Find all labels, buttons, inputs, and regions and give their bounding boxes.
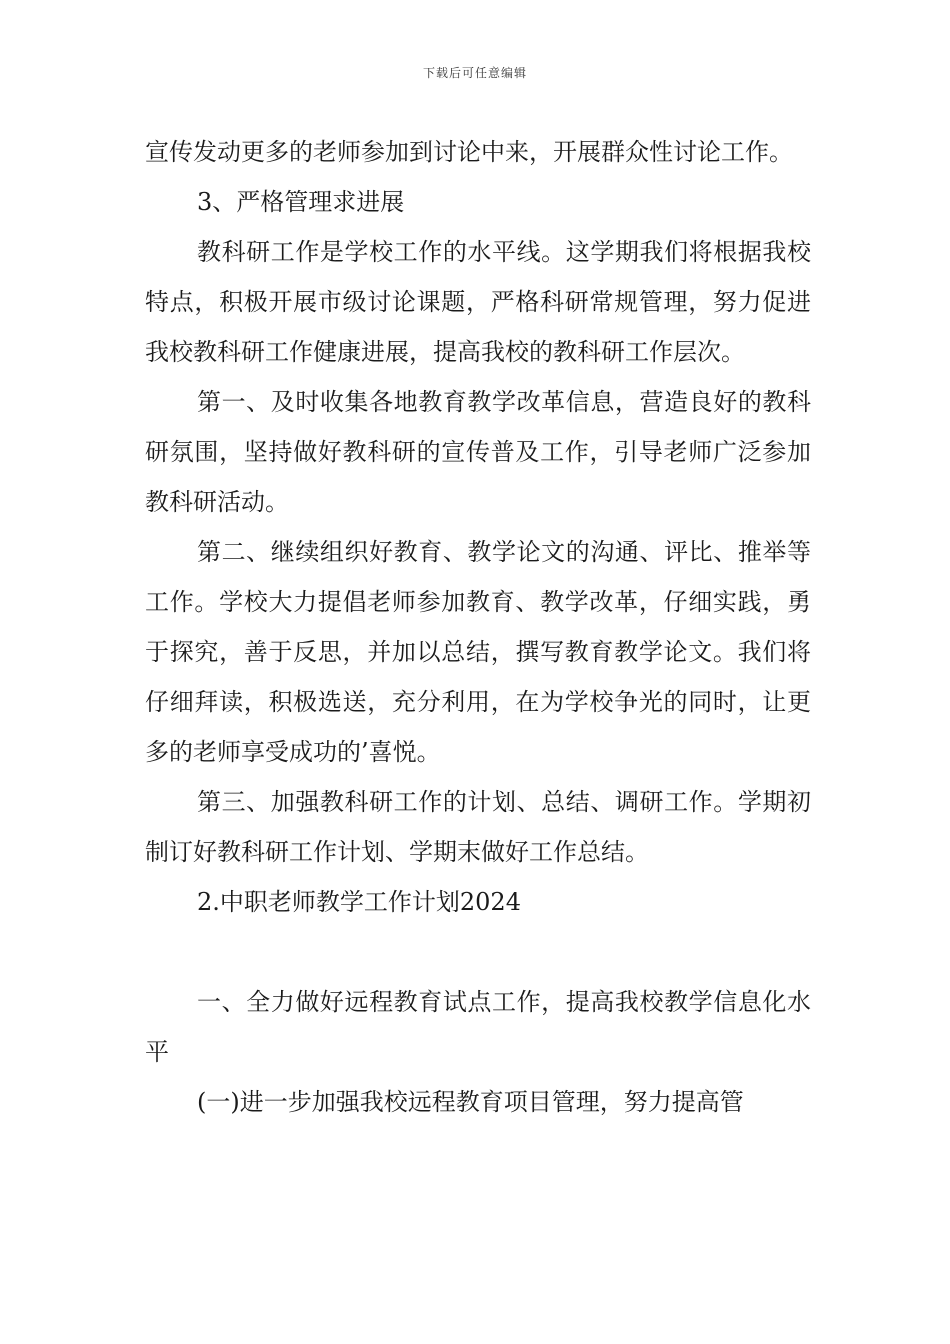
page-header: 下载后可任意编辑 <box>422 66 527 80</box>
section-title: 2.中职老师教学工作计划2024 <box>197 888 521 916</box>
paragraph: 第三、加强教科研工作的计划、总结、调研工作。学期初制订好教科研工作计划、学期末做好工作总结。 <box>145 788 811 866</box>
section-heading: 3、严格管理求进展 <box>197 188 405 216</box>
paragraph: 教科研工作是学校工作的水平线。这学期我们将根据我校特点，积极开展市级讨论课题，严格科研常规管理，努力促进我校教科研工作健康进展，提高我校的教科研工作层次。 <box>145 238 811 366</box>
blank-line <box>145 927 811 977</box>
section-heading: 一、全力做好远程教育试点工作，提高我校教学信息化水平 <box>145 988 811 1066</box>
paragraph-continuation: 宣传发动更多的老师参加到讨论中来，开展群众性讨论工作。 <box>145 138 793 166</box>
paragraph: 第一、及时收集各地教育教学改革信息，营造良好的教科研氛围，坚持做好教科研的宣传普及工作，引导老师广泛参加教科研活动。 <box>145 388 811 516</box>
paragraph: (一)进一步加强我校远程教育项目管理，努力提高管 <box>197 1088 744 1116</box>
paragraph: 第二、继续组织好教育、教学论文的沟通、评比、推举等工作。学校大力提倡老师参加教育、教学改革，仔细实践，勇于探究，善于反思，并加以总结，撰写教育教学论文。我们将仔细拜读，积极选送，充分利用，在为学校争光的同时，让更多的老师享受成功的’喜悦。 <box>145 538 811 766</box>
document-body <box>145 127 811 1127</box>
